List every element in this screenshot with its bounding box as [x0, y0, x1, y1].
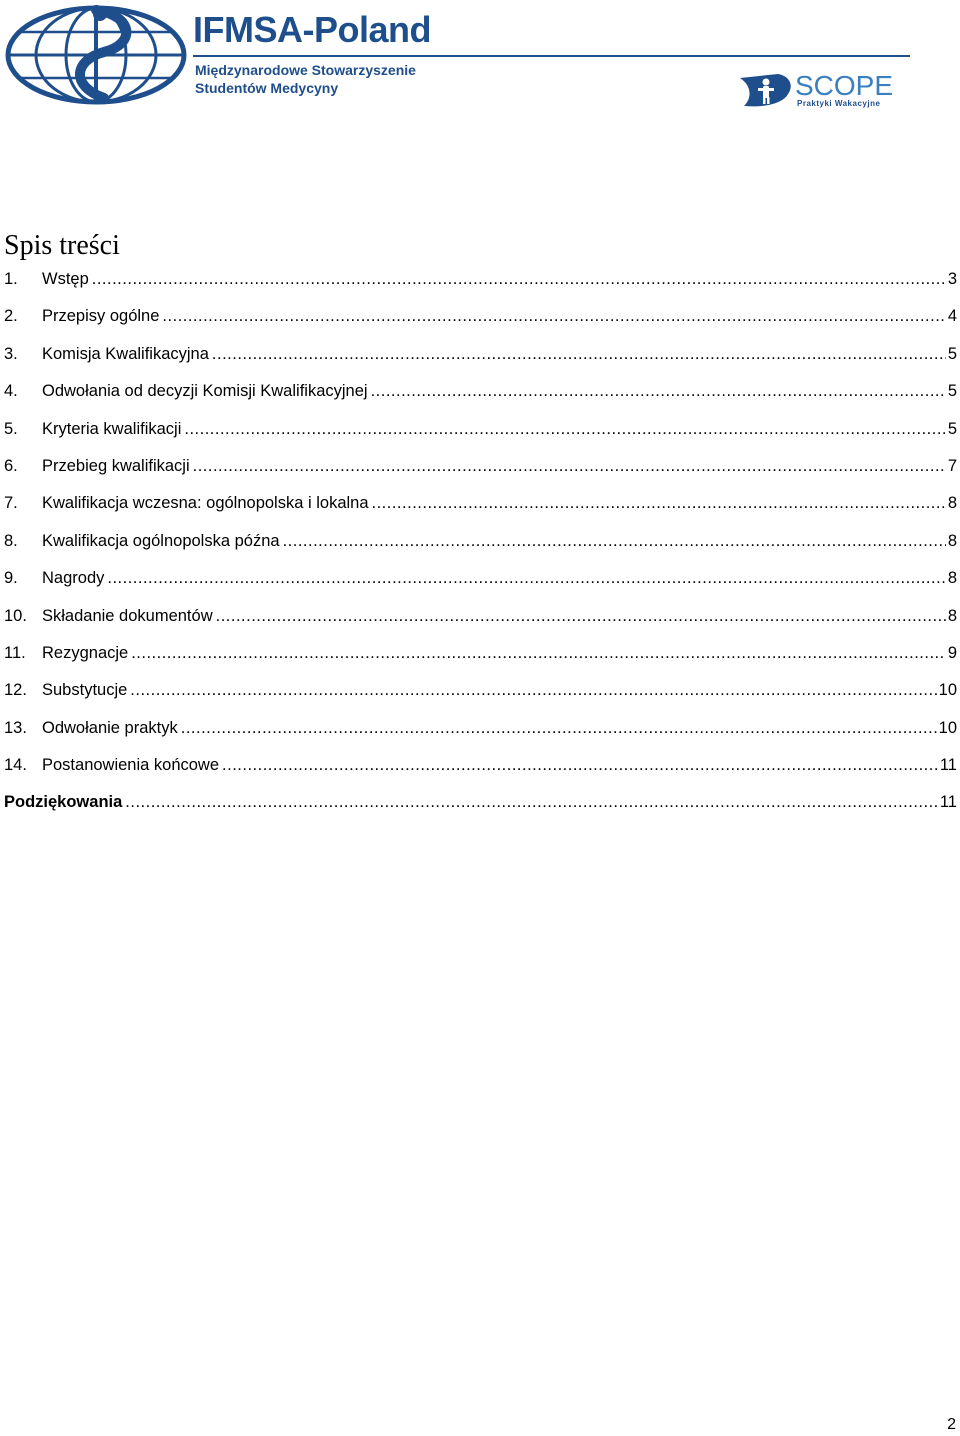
toc-entry-page: 11	[939, 793, 957, 812]
toc-dot-leader	[181, 715, 937, 741]
toc-entry-number: 11.	[4, 643, 26, 662]
toc-entry-label: Przebieg kwalifikacji	[42, 456, 190, 475]
toc-entry-number: 6.	[4, 456, 18, 475]
toc-dot-leader	[371, 378, 946, 404]
toc-entry-page: 5	[947, 344, 957, 363]
scope-title: SCOPE	[795, 70, 894, 101]
toc-entry-substytucje[interactable]	[4, 677, 957, 714]
toc-entry-page: 5	[947, 382, 957, 401]
toc-dot-leader	[162, 303, 945, 329]
toc-entry-podziekowania[interactable]	[4, 789, 957, 826]
ifmsa-globe-logo-icon	[4, 4, 188, 106]
toc-entry-number: 7.	[4, 494, 18, 513]
toc-entry-number: 5.	[4, 419, 18, 438]
document-header	[0, 0, 960, 120]
ifmsa-title: IFMSA-Poland	[193, 9, 431, 50]
toc-entry-label: Odwołanie praktyk	[42, 718, 178, 737]
toc-entry-label: Podziękowania	[4, 793, 123, 812]
toc-entry-skladanie-dokumentow[interactable]	[4, 603, 957, 640]
toc-entry-number: 14.	[4, 756, 27, 775]
toc-entry-label: Składanie dokumentów	[42, 606, 213, 625]
toc-entry-page: 9	[947, 643, 957, 662]
toc-entry-przebieg[interactable]	[4, 453, 957, 490]
toc-entry-przepisy-ogolne[interactable]	[4, 303, 957, 340]
ifmsa-subtitle-line2: Studentów Medycyny	[195, 80, 339, 96]
toc-dot-leader	[193, 453, 946, 479]
toc-entry-page: 8	[947, 531, 957, 550]
toc-entry-number: 8.	[4, 531, 18, 550]
toc-dot-leader	[130, 677, 936, 703]
toc-entry-number: 4.	[4, 382, 18, 401]
toc-dot-leader	[131, 640, 946, 666]
toc-entry-page: 8	[947, 494, 957, 513]
toc-dot-leader	[92, 266, 946, 292]
toc-entry-kryteria[interactable]	[4, 416, 957, 453]
toc-entry-number: 12.	[4, 681, 27, 700]
toc-dot-leader	[222, 752, 938, 778]
toc-entry-page: 7	[947, 456, 957, 475]
ifmsa-subtitle-line1: Międzynarodowe Stowarzyszenie	[195, 62, 416, 78]
toc-entry-label: Rezygnacje	[42, 643, 129, 662]
toc-dot-leader	[212, 341, 946, 367]
scope-subtitle: Praktyki Wakacyjne	[797, 99, 881, 108]
toc-entry-page: 3	[947, 270, 957, 288]
toc-entry-page: 8	[947, 569, 957, 588]
toc-entry-wstep[interactable]	[4, 266, 957, 303]
toc-entry-label: Nagrody	[42, 569, 105, 588]
toc-entry-odwolanie-praktyk[interactable]	[4, 715, 957, 752]
toc-entry-label: Kryteria kwalifikacji	[42, 419, 182, 438]
toc-entry-odwolania[interactable]	[4, 378, 957, 415]
toc-entry-label: Przepisy ogólne	[42, 307, 160, 326]
toc-entry-page: 4	[947, 307, 957, 326]
toc-entry-number: 10.	[4, 606, 27, 625]
toc-entry-number: 13.	[4, 718, 27, 737]
toc-dot-leader	[216, 603, 946, 629]
toc-entry-page: 10	[938, 681, 957, 700]
toc-entry-page: 11	[939, 756, 957, 775]
toc-dot-leader	[283, 528, 946, 554]
header-divider	[193, 55, 910, 57]
toc-entry-page: 5	[947, 419, 957, 438]
toc-entry-kwalifikacja-pozna[interactable]	[4, 528, 957, 565]
toc-dot-leader	[125, 789, 938, 815]
toc-entry-number: 3.	[4, 344, 18, 363]
toc-entry-label: Komisja Kwalifikacyjna	[42, 344, 209, 363]
toc-entry-label: Substytucje	[42, 681, 128, 700]
toc-entry-postanowienia-koncowe[interactable]	[4, 752, 957, 789]
toc-title: Spis treści	[4, 230, 120, 261]
toc-entry-label: Wstęp	[42, 270, 89, 288]
toc-entry-number: 1.	[4, 270, 18, 288]
toc-entry-label: Kwalifikacja wczesna: ogólnopolska i lokalna	[42, 494, 369, 513]
toc-entry-komisja-kwalifikacyjna[interactable]	[4, 341, 957, 378]
toc-dot-leader	[372, 490, 946, 516]
toc-entry-label: Odwołania od decyzji Komisji Kwalifikacyjnej	[42, 382, 368, 401]
toc-entry-nagrody[interactable]	[4, 565, 957, 602]
toc-entry-number: 9.	[4, 569, 18, 588]
toc-dot-leader	[184, 416, 945, 442]
toc-entry-rezygnacje[interactable]	[4, 640, 957, 677]
scope-logo-icon	[738, 72, 796, 110]
toc-entry-kwalifikacja-wczesna[interactable]	[4, 490, 957, 527]
table-of-contents	[4, 266, 957, 827]
toc-entry-label: Kwalifikacja ogólnopolska późna	[42, 531, 280, 550]
toc-dot-leader	[107, 565, 945, 591]
toc-entry-label: Postanowienia końcowe	[42, 756, 220, 775]
toc-entry-number: 2.	[4, 307, 18, 326]
toc-entry-page: 8	[947, 606, 957, 625]
toc-entry-page: 10	[938, 718, 957, 737]
page-number: 2	[947, 1416, 956, 1433]
